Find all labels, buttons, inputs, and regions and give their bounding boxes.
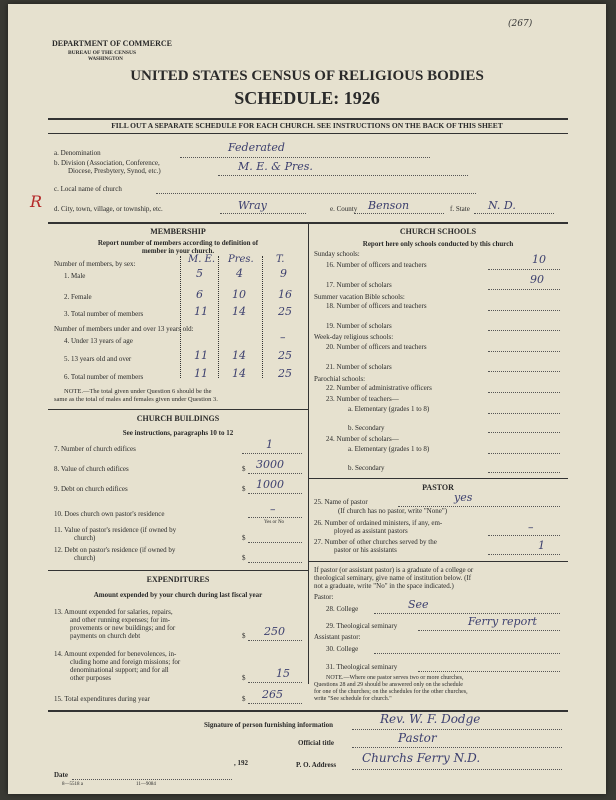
county-line: [354, 213, 444, 214]
weekday-label: Week-day religious schools:: [314, 333, 394, 341]
pastor-note: NOTE.—Where one pastor serves two or more churches,: [326, 675, 464, 681]
q30-label: 30. College: [326, 645, 359, 653]
denomination-label: a. Denomination: [54, 149, 101, 157]
q7-line: [242, 453, 302, 454]
q9-label: 9. Debt on church edifices: [54, 485, 128, 493]
city-value: Wray: [238, 199, 267, 212]
q8-line: [248, 473, 302, 474]
member-col-div-2: [218, 256, 219, 378]
q16-value: 10: [532, 253, 546, 266]
pastor-heading: PASTOR: [422, 483, 454, 492]
dollar-sign: $: [242, 485, 246, 493]
member-row-label: 3. Total number of members: [64, 310, 144, 318]
q20-label: 20. Number of officers and teachers: [326, 343, 427, 351]
q14-line: [248, 682, 302, 683]
member-cell: –: [280, 331, 286, 344]
q14-label: cluding home and foreign missions; for: [70, 658, 181, 666]
member-cell: 16: [278, 288, 292, 301]
q15-line: [248, 703, 302, 704]
state-value: N. D.: [488, 199, 516, 212]
form-number: 8—5518 a: [62, 782, 83, 787]
header-rule: [48, 118, 568, 120]
member-row-label: 6. Total number of members: [64, 373, 144, 381]
q17-label: 17. Number of scholars: [326, 281, 392, 289]
grad-instr: theological seminary, give name of institution below. (If: [314, 574, 472, 582]
q13-line: [248, 640, 302, 641]
member-cell: 25: [278, 367, 292, 380]
q29-line: [418, 630, 560, 631]
q31-label: 31. Theological seminary: [326, 663, 398, 671]
q16-line: [488, 269, 560, 270]
q23b-line: [488, 432, 560, 433]
member-cell: 4: [236, 267, 243, 280]
parochial-label: Parochial schools:: [314, 375, 366, 383]
q8-label: 8. Value of church edifices: [54, 465, 129, 473]
state-line: [474, 213, 554, 214]
q14-label: other purposes: [70, 674, 112, 682]
q18-line: [488, 310, 560, 311]
member-cell: 5: [196, 267, 203, 280]
q25-note: (If church has no pastor, write "None"): [338, 507, 448, 515]
q31-line: [418, 671, 560, 672]
q24a-line: [488, 453, 560, 454]
dollar-sign: $: [242, 554, 246, 562]
expenditures-sub: Amount expended by your church during last fiscal year: [93, 591, 263, 599]
address-label: P. O. Address: [296, 761, 337, 769]
membership-sub-2: member in your church.: [141, 247, 215, 255]
q21-label: 21. Number of scholars: [326, 363, 392, 371]
q27-line: [488, 554, 560, 555]
address-value: Churchs Ferry N.D.: [362, 751, 481, 765]
member-cell: 11: [194, 305, 208, 318]
q19-line: [488, 330, 560, 331]
membership-note-1: NOTE.—The total given under Question 6 should be the: [64, 388, 212, 395]
q7-value: 1: [266, 438, 273, 451]
dollar-sign: $: [242, 465, 246, 473]
q14-label: denominational support; and for all: [70, 666, 169, 674]
membership-note-2: same as the total of males and females given under Question 3.: [54, 396, 218, 403]
census-form-page: [8, 4, 606, 794]
grad-instr: not a graduate, write "No" in the space indicated.): [314, 582, 454, 590]
q11-label-2: church): [74, 534, 96, 542]
expenditures-heading: EXPENDITURES: [146, 575, 210, 584]
form-title: UNITED STATES CENSUS OF RELIGIOUS BODIES: [130, 68, 484, 84]
print-number: 11—9084: [136, 782, 156, 787]
by-sex-label: Number of members, by sex:: [54, 260, 136, 268]
title-label: Official title: [298, 739, 334, 747]
division-label-1: b. Division (Association, Conference,: [54, 159, 160, 167]
q10-line: [248, 517, 302, 518]
division-line: [218, 175, 468, 176]
year-label: , 192: [234, 759, 248, 767]
q28-value: See: [408, 598, 429, 611]
title-value: Pastor: [398, 731, 437, 745]
q12-label-1: 12. Debt on pastor's residence (if owned by: [54, 546, 176, 554]
q15-value: 265: [262, 688, 283, 701]
division-label-2: Diocese, Presbytery, Synod, etc.): [68, 167, 161, 175]
pastor-note: write "See schedule for church.": [314, 696, 392, 702]
signature-label: Signature of person furnishing information: [204, 721, 333, 729]
grad-instr: If pastor (or assistant pastor) is a graduate of a college or: [314, 566, 474, 574]
buildings-sub: See instructions, paragraphs 10 to 12: [122, 429, 234, 437]
q12-line: [248, 562, 302, 563]
dollar-sign: $: [242, 534, 246, 542]
q25-label: 25. Name of pastor: [314, 498, 368, 506]
q26-value: –: [528, 521, 534, 534]
q9-value: 1000: [256, 478, 284, 491]
member-cell: 10: [232, 288, 246, 301]
member-row-label: 1. Male: [64, 272, 86, 280]
grad-rule: [308, 561, 568, 562]
address-line: [352, 769, 562, 770]
department-label: DEPARTMENT OF COMMERCE: [52, 39, 173, 48]
asst-label: Assistant pastor:: [314, 633, 361, 641]
q7-label: 7. Number of church edifices: [54, 445, 136, 453]
q22-label: 22. Number of administrative officers: [326, 384, 432, 392]
q14-label: 14. Amount expended for benevolences, in-: [54, 650, 177, 658]
division-value: M. E. & Pres.: [238, 160, 313, 173]
member-row-label: 5. 13 years old and over: [64, 355, 132, 363]
member-cell: 6: [196, 288, 203, 301]
q15-label: 15. Total expenditures during year: [54, 695, 150, 703]
q24b-line: [488, 472, 560, 473]
q8-value: 3000: [256, 458, 284, 471]
header-rule-2: [48, 133, 568, 134]
q9-line: [248, 493, 302, 494]
q23a-line: [488, 413, 560, 414]
q13-value: 250: [264, 625, 285, 638]
q26-line: [488, 535, 560, 536]
q19-label: 19. Number of scholars: [326, 322, 392, 330]
member-col-div-3: [262, 256, 263, 378]
pastor-label: Pastor:: [314, 593, 334, 601]
date-line: [72, 779, 232, 780]
q29-label: 29. Theological seminary: [326, 622, 398, 630]
signature-value: Rev. W. F. Dodge: [380, 712, 481, 726]
q26-label-2: ployed as assistant pastors: [334, 527, 408, 535]
age-label: Number of members under and over 13 years old:: [54, 325, 194, 333]
date-label: Date: [54, 771, 68, 779]
q24a-label: a. Elementary (grades 1 to 8): [348, 445, 430, 453]
local-name-label: c. Local name of church: [54, 185, 122, 193]
member-cell: 11: [194, 367, 208, 380]
q20-line: [488, 351, 560, 352]
city-label: d. City, town, village, or township, etc.: [54, 205, 163, 213]
q23b-label: b. Secondary: [348, 424, 385, 432]
q26-label-1: 26. Number of ordained ministers, if any, em-: [314, 519, 443, 527]
pastor-note: Questions 28 and 29 should be answered only on the schedule: [314, 682, 463, 688]
q11-label-1: 11. Value of pastor's residence (if owned by: [54, 526, 177, 534]
denomination-value: Federated: [228, 141, 285, 154]
pastor-note: for one of the churches; on the schedules for the other churches,: [314, 689, 468, 695]
dollar-sign: $: [242, 632, 246, 640]
q27-label-1: 27. Number of other churches served by the: [314, 538, 437, 546]
buildings-rule: [48, 409, 308, 410]
q10-value: –: [270, 503, 276, 516]
buildings-heading: CHURCH BUILDINGS: [136, 414, 220, 423]
col-head-pres: Pres.: [228, 254, 254, 265]
city-line: [220, 213, 306, 214]
county-value: Benson: [368, 199, 410, 212]
member-cell: 25: [278, 349, 292, 362]
q12-label-2: church): [74, 554, 96, 562]
schools-sub: Report here only schools conducted by this church: [362, 240, 514, 248]
q10-note: Yes or No: [264, 520, 285, 525]
membership-heading: MEMBERSHIP: [150, 227, 206, 236]
member-cell: 14: [232, 367, 246, 380]
bureau-label: BUREAU OF THE CENSUS: [68, 50, 137, 56]
summer-label: Summer vacation Bible schools:: [314, 293, 405, 301]
county-label: e. County: [330, 205, 358, 213]
pastor-rule: [308, 478, 568, 479]
q21-line: [488, 371, 560, 372]
member-row-label: 4. Under 13 years of age: [64, 337, 133, 345]
col-head-me: M. E.: [188, 254, 216, 265]
dollar-sign: $: [242, 695, 246, 703]
state-label: f. State: [450, 205, 470, 213]
q16-label: 16. Number of officers and teachers: [326, 261, 427, 269]
q27-value: 1: [538, 539, 545, 552]
q10-label: 10. Does church own pastor's residence: [54, 510, 165, 518]
member-row-label: 2. Female: [64, 293, 92, 301]
q27-label-2: pastor or his assistants: [334, 546, 397, 554]
membership-sub-1: Report number of members according to definition of: [97, 239, 259, 247]
denomination-line: [180, 157, 430, 158]
schools-heading: CHURCH SCHOOLS: [399, 227, 477, 236]
q28-label: 28. College: [326, 605, 359, 613]
schedule-title: SCHEDULE: 1926: [234, 88, 380, 108]
q30-line: [374, 653, 560, 654]
member-col-div-1: [180, 256, 181, 378]
q24b-label: b. Secondary: [348, 464, 385, 472]
city-label: WASHINGTON: [88, 57, 123, 62]
q24-label: 24. Number of scholars—: [326, 435, 399, 443]
q18-label: 18. Number of officers and teachers: [326, 302, 427, 310]
stamp-number: (267): [508, 19, 533, 29]
member-cell: 25: [278, 305, 292, 318]
member-cell: 11: [194, 349, 208, 362]
member-cell: 14: [232, 349, 246, 362]
red-r-mark: R: [30, 192, 43, 211]
sunday-label: Sunday schools:: [314, 250, 360, 258]
center-divider: [308, 222, 309, 684]
q17-line: [488, 289, 560, 290]
main-bottom-rule: [48, 710, 568, 712]
q23a-label: a. Elementary (grades 1 to 8): [348, 405, 430, 413]
q14-value: 15: [276, 667, 290, 680]
q22-line: [488, 392, 560, 393]
q29-value: Ferry report: [468, 615, 537, 628]
q23-label: 23. Number of teachers—: [326, 395, 399, 403]
q13-label: and other running expenses; for im-: [70, 616, 171, 624]
signature-line: [352, 729, 562, 730]
title-line: [352, 747, 562, 748]
q11-line: [248, 542, 302, 543]
expenditures-rule: [48, 570, 308, 571]
member-cell: 14: [232, 305, 246, 318]
q13-label: 13. Amount expended for salaries, repairs,: [54, 608, 173, 616]
q28-line: [374, 613, 560, 614]
dollar-sign: $: [242, 674, 246, 682]
col-head-total: T.: [276, 254, 285, 265]
q13-label: provements or new buildings; and for: [70, 624, 176, 632]
q17-value: 90: [530, 273, 544, 286]
q13-label: payments on church debt: [70, 632, 141, 640]
local-name-line: [156, 193, 476, 194]
instruction-line: FILL OUT A SEPARATE SCHEDULE FOR EACH CHURCH. SEE INSTRUCTIONS ON THE BACK OF THIS SHEET: [111, 121, 503, 130]
member-cell: 9: [280, 267, 287, 280]
q25-value: yes: [454, 491, 473, 504]
